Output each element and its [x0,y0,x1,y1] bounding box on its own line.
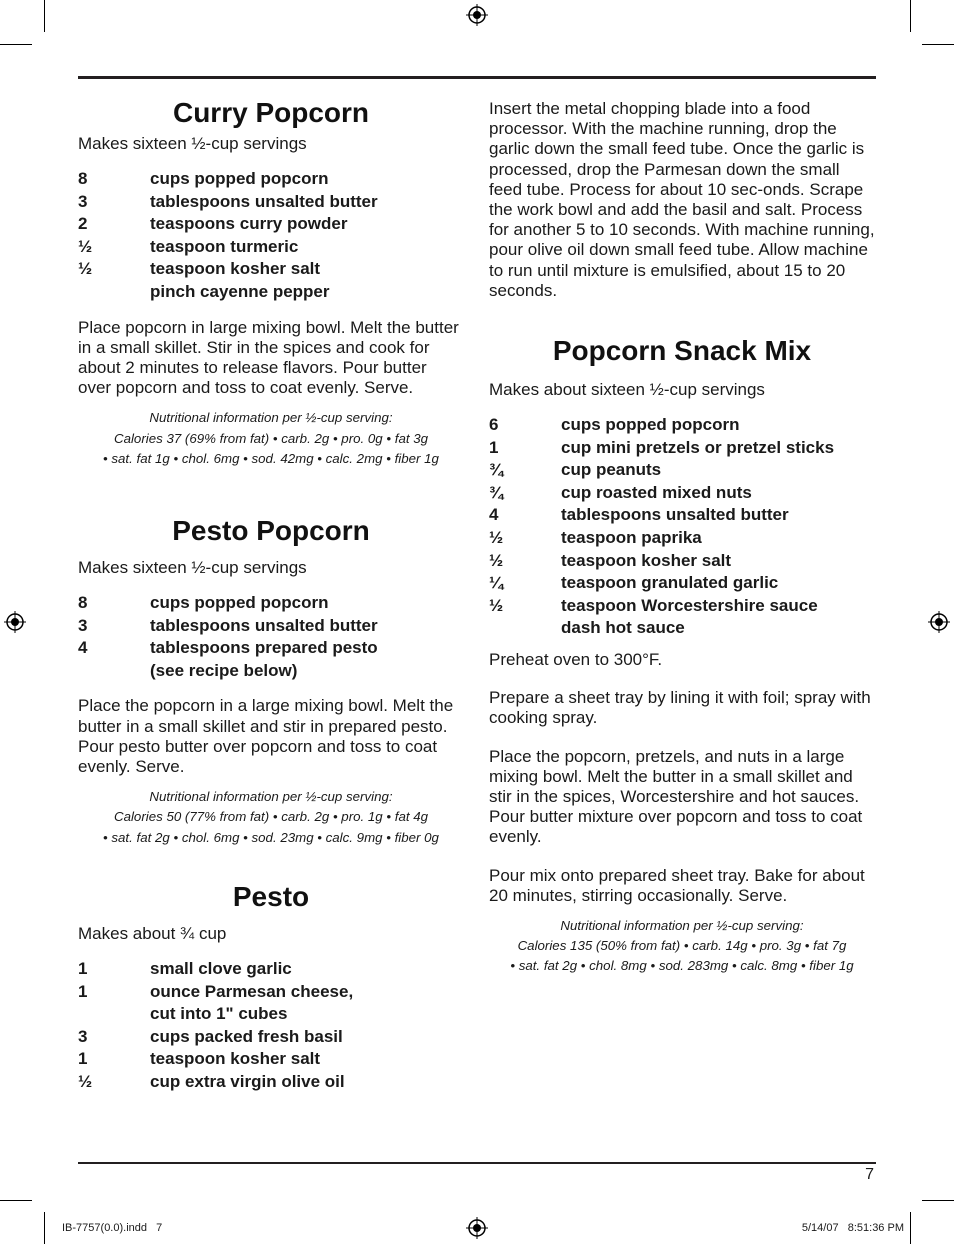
crop-mark [922,1200,954,1201]
ingredient-text: tablespoons unsalted butter [150,615,378,635]
ingredient-qty: 1 [489,437,499,457]
recipe-title: Popcorn Snack Mix [552,335,812,366]
ingredient-row [78,660,464,683]
ingredient-text: cup mini pretzels or pretzel sticks [561,437,835,457]
ingredient-qty [78,1003,150,1026]
recipe-pesto [78,880,464,1094]
crop-mark [44,1212,45,1244]
recipe-pesto-popcorn [78,514,464,848]
crop-mark [44,0,45,32]
ingredient-text: tablespoons prepared pesto [150,638,378,658]
ingredient-row [78,191,464,214]
ingredient-text: teaspoons curry powder [150,214,348,234]
ingredient-qty: ¼ [489,573,504,593]
ingredient-qty: 6 [489,415,499,434]
ingredient-row [489,437,875,460]
ingredient-row [78,258,464,281]
recipe-instructions: Place popcorn in large mixing bowl. Melt the butter in a small skillet. Stir in the spices and cook for about 2 minutes to release flavors. Pour butter over popcorn and toss to coat evenly. Serve. [78,317,459,398]
ingredient-text: teaspoon kosher salt [561,550,732,570]
recipe-title: Curry Popcorn [172,97,370,128]
ingredient-row [489,459,875,482]
ingredient-row [489,595,875,618]
ingredient-row [78,1048,464,1071]
right-column [489,88,875,974]
registration-mark-icon [466,1217,488,1239]
ingredient-row [489,504,875,527]
ingredient-text: pinch cayenne pepper [150,281,330,301]
bottom-rule [78,1162,876,1164]
recipe-yield: Makes about ¾ cup [78,924,227,943]
ingredient-row [489,414,875,437]
recipe-instructions: Place the popcorn, pretzels, and nuts in a large mixing bowl. Melt the butter in a small skillet and stir in the spices, Worcestershire and hot sauces. Pour butter mixture over popcorn and toss to coat evenly. [489,746,863,847]
ingredient-qty: ½ [78,1071,93,1091]
ingredient-text: teaspoon turmeric [150,236,299,256]
nutrition-line: Nutritional information per ½-cup serving: [149,789,393,805]
nutrition-line: • sat. fat 2g • chol. 8mg • sod. 283mg • calc. 8mg • fiber 1g [510,958,854,974]
ingredient-row [78,1071,464,1094]
ingredient-row [78,281,464,304]
ingredient-row [78,958,464,981]
ingredient-row [78,592,464,615]
ingredient-row [489,550,875,573]
ingredient-qty: 2 [78,214,88,234]
registration-mark-icon [4,611,26,633]
ingredient-text: ounce Parmesan cheese, [150,981,354,1001]
nutrition-info [489,916,875,977]
recipe-instructions: Preheat oven to 300°F. [489,649,663,669]
recipe-title: Pesto Popcorn [172,515,370,546]
registration-mark-icon [466,4,488,26]
ingredient-text: cups popped popcorn [150,169,329,188]
ingredient-qty: 3 [78,615,88,635]
ingredient-qty: ½ [489,550,504,570]
ingredient-row [78,168,464,191]
recipe-popcorn-snack-mix [489,334,875,977]
ingredient-qty: 3 [78,1026,88,1046]
ingredient-row [78,1026,464,1049]
slug-filename: IB-7757(0.0).indd 7 [62,1222,163,1234]
ingredient-row [78,615,464,638]
ingredient-row [489,482,875,505]
ingredient-row [78,637,464,660]
crop-mark [0,44,32,45]
ingredient-list [78,592,464,682]
ingredient-qty: ½ [78,236,93,256]
ingredient-qty [489,617,561,640]
recipe-title: Pesto [232,881,310,912]
ingredient-text: cup peanuts [561,460,662,480]
ingredient-qty [78,281,150,304]
nutrition-line: • sat. fat 1g • chol. 6mg • sod. 42mg • calc. 2mg • fiber 1g [103,450,439,466]
nutrition-line: Nutritional information per ½-cup serving: [560,917,804,933]
ingredient-qty [78,660,150,683]
recipe-instructions: Prepare a sheet tray by lining it with foil; spray with cooking spray. [489,688,871,728]
ingredient-qty: 1 [78,981,88,1001]
recipe-yield: Makes sixteen ½-cup servings [78,558,307,577]
ingredient-row [78,1003,464,1026]
ingredient-list [489,414,875,640]
recipe-yield: Makes about sixteen ½-cup servings [489,380,765,399]
crop-mark [910,0,911,32]
ingredient-text: teaspoon Worcestershire sauce [561,595,818,615]
recipe-instructions: Place the popcorn in a large mixing bowl. Melt the butter in a small skillet and stir in prepared pesto. Pour pesto butter over popcorn and toss to coat evenly. Serve. [78,696,454,776]
crop-mark [910,1212,911,1244]
nutrition-line: Calories 37 (69% from fat) • carb. 2g • pro. 0g • fat 3g [113,430,429,446]
nutrition-line: • sat. fat 2g • chol. 6mg • sod. 23mg • calc. 9mg • fiber 0g [103,829,439,845]
ingredient-text: dash hot sauce [561,618,685,638]
nutrition-line: Nutritional information per ½-cup serving: [149,410,393,426]
ingredient-text: cup extra virgin olive oil [150,1071,345,1091]
ingredient-text: tablespoons unsalted butter [150,191,378,211]
ingredient-qty: 8 [78,169,88,188]
ingredient-row [78,236,464,259]
ingredient-text: cup roasted mixed nuts [561,482,752,502]
nutrition-info [78,408,464,469]
ingredient-text: teaspoon kosher salt [150,1049,321,1069]
ingredient-qty: ½ [489,595,504,615]
nutrition-line: Calories 135 (50% from fat) • carb. 14g • pro. 3g • fat 7g [517,938,847,954]
ingredient-text: cups popped popcorn [150,593,329,612]
ingredient-qty: 1 [78,959,88,978]
registration-mark-icon [928,611,950,633]
ingredient-text: cups popped popcorn [561,415,740,434]
ingredient-row [489,527,875,550]
pesto-instructions: Insert the metal chopping blade into a food processor. With the machine running, drop the garlic down the small feed tube. Once the garlic is processed, drop the Parmesan down the small feed tube. Process for about 10 sec-onds. Scrape the work bowl and add the basil and salt. Process for another 5 to 10 seconds. With machine running, pour olive oil down small feed tube. Allow machine to run until mixture is emulsified, about 15 to 20 seconds. [489,99,875,300]
ingredient-text: cut into 1" cubes [150,1004,288,1024]
ingredient-text: teaspoon kosher salt [150,259,321,279]
ingredient-qty: 4 [78,638,88,658]
crop-mark [0,1200,32,1201]
ingredient-qty: ½ [489,527,504,547]
ingredient-qty: 3 [78,191,88,211]
ingredient-text: tablespoons unsalted butter [561,505,789,525]
ingredient-qty: ¾ [489,482,504,502]
slug-timestamp: 5/14/07 8:51:36 PM [801,1222,904,1234]
ingredient-row [78,981,464,1004]
ingredient-qty: ½ [78,259,93,279]
page-number: 7 [865,1166,874,1183]
ingredient-qty: ¾ [489,460,504,480]
crop-mark [922,44,954,45]
ingredient-text: small clove garlic [150,959,292,978]
top-rule [78,76,876,79]
ingredient-qty: 1 [78,1049,88,1069]
nutrition-info [78,787,464,848]
ingredient-text: (see recipe below) [150,660,298,680]
recipe-yield: Makes sixteen ½-cup servings [78,134,307,153]
ingredient-list [78,958,464,1094]
ingredient-text: teaspoon granulated garlic [561,573,779,593]
ingredient-text: teaspoon paprika [561,527,702,547]
ingredient-list [78,168,464,304]
recipe-instructions: Pour mix onto prepared sheet tray. Bake for about 20 minutes, stirring occasionally. Serve. [489,865,865,905]
ingredient-row [78,213,464,236]
ingredient-text: cups packed fresh basil [150,1026,343,1046]
ingredient-row [489,617,875,640]
ingredient-qty: 8 [78,593,88,612]
ingredient-qty: 4 [489,505,499,525]
recipe-curry-popcorn [78,96,464,469]
nutrition-line: Calories 50 (77% from fat) • carb. 2g • pro. 1g • fat 4g [113,809,429,825]
ingredient-row [489,572,875,595]
